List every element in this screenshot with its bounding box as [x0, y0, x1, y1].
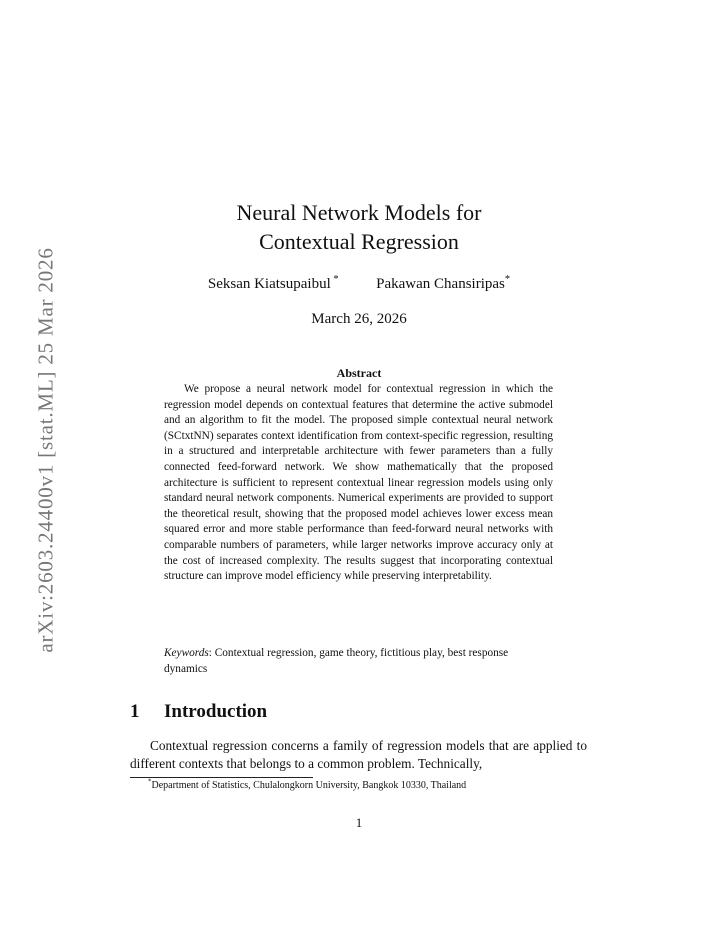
keywords-text: Contextual regression, game theory, fictitious play, best response dynamics [164, 647, 509, 675]
footnote-rule [130, 777, 313, 778]
author-name: Seksan Kiatsupaibul [207, 276, 331, 292]
title-line-1: Neural Network Models for [236, 200, 482, 225]
footnote-mark: * [148, 777, 152, 786]
keywords-separator: : [208, 647, 215, 659]
page-number: 1 [355, 815, 363, 830]
footnote-text: Department of Statistics, Chulalongkorn University, Bangkok 10330, Thailand [151, 780, 467, 791]
author-list [0, 276, 718, 293]
abstract-heading: Abstract [336, 366, 382, 380]
introduction-text: Contextual regression concerns a family of regression models that are applied to different contexts that belongs to a common problem. Technically, [130, 738, 587, 771]
section-number: 1 [130, 701, 140, 722]
abstract-text: We propose a neural network model for contextual regression in which the regression model depends on contextual features that determine the active submodel and an algorithm to fit the model. The proposed simple contextual neural network (SCtxtNN) separates context identification from context-specific regression, resulting in a structured and interpretable architecture with fewer parameters than a fully connected feed-forward network. We show mathematically that the proposed architecture is sufficient to represent contextual linear regression models using only standard neural network components. Numerical experiments are provided to support the theoretical result, showing that the proposed model achieves lower excess mean squared error and more stable performance than feed-forward neural networks with comparable numbers of parameters, while larger networks improve accuracy only at the cost of increased complexity. The results suggest that incorporating contextual structure can improve model efficiency while preserving interpretability. [164, 383, 553, 583]
section-title: Introduction [164, 701, 268, 722]
paper-date: March 26, 2026 [311, 311, 407, 327]
arxiv-identifier: arXiv:2603.24400v1 [stat.ML] 25 Mar 2026 [33, 247, 58, 653]
keywords-label: Keywords [164, 647, 209, 659]
author-affiliation-mark: * [504, 274, 511, 285]
author-affiliation-mark: * [330, 274, 339, 285]
section-heading [130, 701, 267, 723]
title-line-2: Contextual Regression [259, 229, 459, 254]
author-name: Pakawan Chansiripas [376, 276, 505, 292]
paper-title [0, 198, 718, 256]
footnote [148, 777, 467, 791]
keywords [164, 646, 553, 677]
